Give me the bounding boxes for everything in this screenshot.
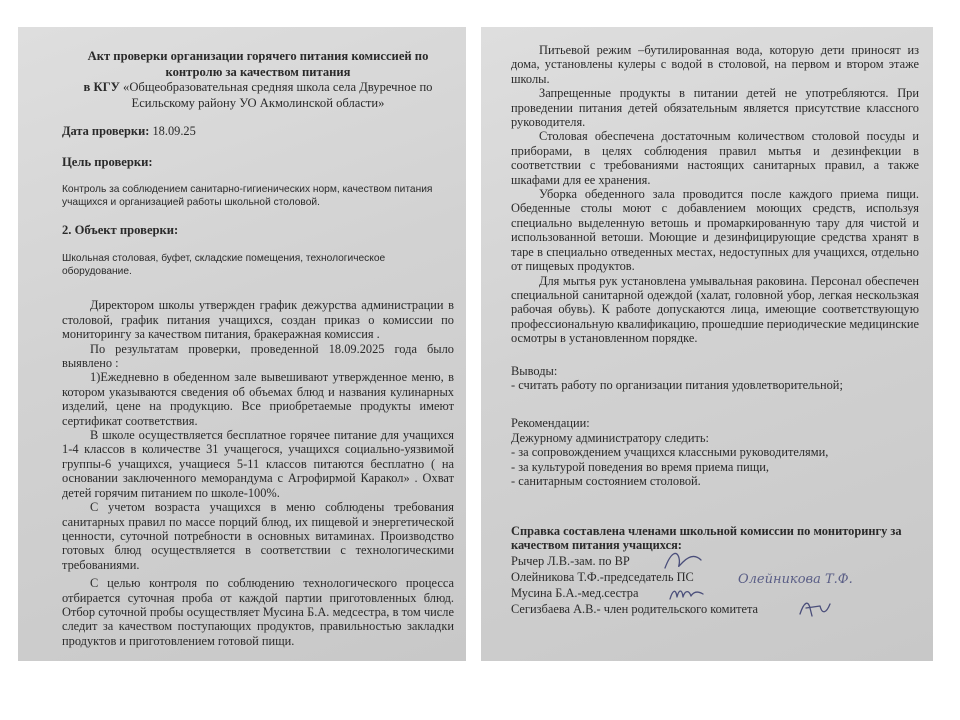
document-title: Акт проверки организации горячего питания комиссией по контролю за качеством питания: [87, 49, 429, 79]
organization-name: [62, 80, 454, 111]
recommendation-item: - санитарным состоянием столовой.: [511, 473, 701, 488]
goal-heading: Цель проверки:: [62, 155, 153, 170]
paragraph: Для мытья рук установлена умывальная раковина. Персонал обеспечен специальной санитарной одеждой (халат, головной убор, легкая нескользкая рабочая обувь). К работе допускаются лица, имеющие соответствующую профессиональную квалификацию, прошедшие периодические медицинские осмотры в установленном порядке.: [511, 273, 919, 346]
conclusions-item: - считать работу по организации питания удовлетворительной;: [511, 377, 843, 392]
signer-name: Рычер Л.В.-зам. по ВР: [511, 554, 630, 569]
recommendation-item: - за культурой поведения во время приема пищи,: [511, 459, 770, 474]
handwritten-signature: [796, 596, 836, 622]
document-page-right: [481, 27, 933, 661]
reference-title: Справка составлена членами школьной комиссии по мониторингу за качеством питания учащихся:: [511, 524, 902, 553]
recommendation-item: - за сопровождением учащихся классными руководителями,: [511, 445, 829, 460]
signer-name: Сегизбаева А.В.- член родительского комитета: [511, 602, 759, 617]
paragraph: С учетом возраста учащихся в меню соблюдены требования санитарных правил по массе порций блюд, их пищевой и энергетической ценности, суточной потребности в основных витаминах. Производство готовых блюд осуществляется в соответствии с технологическими требованиями.: [62, 500, 454, 572]
signer-row: [511, 602, 919, 618]
recommendations-heading: Рекомендации:: [511, 416, 590, 431]
paragraph: С целью контроля по соблюдению технологического процесса отбирается суточная проба от каждой партии приготовленных блюд. Отбор суточной пробы осуществляет Мусина Б.А. медсестра, в том числе следит за качеством поступающих продуктов, правильностью закладки продуктов и приготовлением готовой пищи.: [62, 576, 454, 648]
object-text: Школьная столовая, буфет, складские помещения, технологическое оборудование.: [62, 253, 386, 278]
document-page-left: [18, 27, 466, 661]
signers-list: [511, 554, 919, 618]
inspection-date: [62, 124, 454, 138]
paragraph: Питьевой режим –бутилированная вода, которую дети приносят из дома, установлены кулеры с водой в столовой, на первом и втором этаже школы.: [511, 43, 919, 86]
inspection-date-value: 18.09.25: [152, 124, 196, 138]
paragraph: По результатам проверки, проведенной 18.09.2025 года было выявлено :: [62, 341, 454, 371]
paragraph: В школе осуществляется бесплатное горячее питание для учащихся 1-4 классов в количестве 31 учащегося, учащихся социально-уязвимой группы-6 учащихся, учащиеся 5-11 классов питаются бесплатно ( на основании заключенного меморандума с Агрофирмой Каракол» . Охват детей горячим питанием по школе-100%.: [62, 428, 454, 500]
signer-row: [511, 570, 919, 586]
signer-row: [511, 554, 919, 570]
paragraph: Директором школы утвержден график дежурства администрации в столовой, график питания учащихся, создан приказ о комиссии по мониторингу за качеством питания, бракеражная комиссия .: [62, 298, 454, 342]
goal-text: Контроль за соблюдением санитарно-гигиенических норм, качеством питания учащихся и организацией работы школьной столовой.: [62, 183, 433, 208]
signer-row: [511, 586, 919, 602]
conclusions-heading: Выводы:: [511, 363, 558, 378]
left-body: [62, 298, 454, 648]
paragraph: Столовая обеспечена достаточным количеством столовой посуды и приборами, в целях соблюдения правил мытья и дезинфекции в соответствии с требованиями настоящих санитарных правил, а также шкафами для ее хранения.: [511, 129, 919, 187]
object-heading: 2. Объект проверки:: [62, 222, 179, 237]
paragraph: Уборка обеденного зала проводится после каждого приема пищи. Обеденные столы моют с добавлением моющих средств, используя специально выделенную ветошь и промаркированную тару для чистой и использованной ветоши. Моющие и дезинфицирующие средства хранят в таре в специально отведенных местах, недоступных для учащихся, отдельно от пищевых продуктов.: [511, 187, 919, 274]
signer-name: Мусина Б.А.-мед.сестра: [511, 586, 639, 601]
paragraph: Запрещенные продукты в питании детей не употребляются. При проведении питания детей обязательным является присутствие классного руководителя.: [511, 86, 919, 130]
handwritten-signature-text: Олейникова Т.Ф.: [738, 572, 853, 588]
organization-full-name: «Общеобразовательная средняя школа села Двуречное по Есильскому району УО Акмолинской области»: [123, 80, 433, 110]
paragraph: 1)Ежедневно в обеденном зале вывешивают утвержденное меню, в котором указываются сведения об объемах блюд и названия кулинарных изделий, цене на продукцию. Все приобретаемые продукты имеют сертификат соответствия.: [62, 370, 454, 428]
signer-name: Олейникова Т.Ф.-председатель ПС: [511, 570, 694, 585]
inspection-date-label: Дата проверки:: [62, 124, 150, 138]
recommendations-intro: Дежурному администратору следить:: [511, 430, 709, 445]
organization-prefix: в КГУ: [83, 80, 120, 94]
